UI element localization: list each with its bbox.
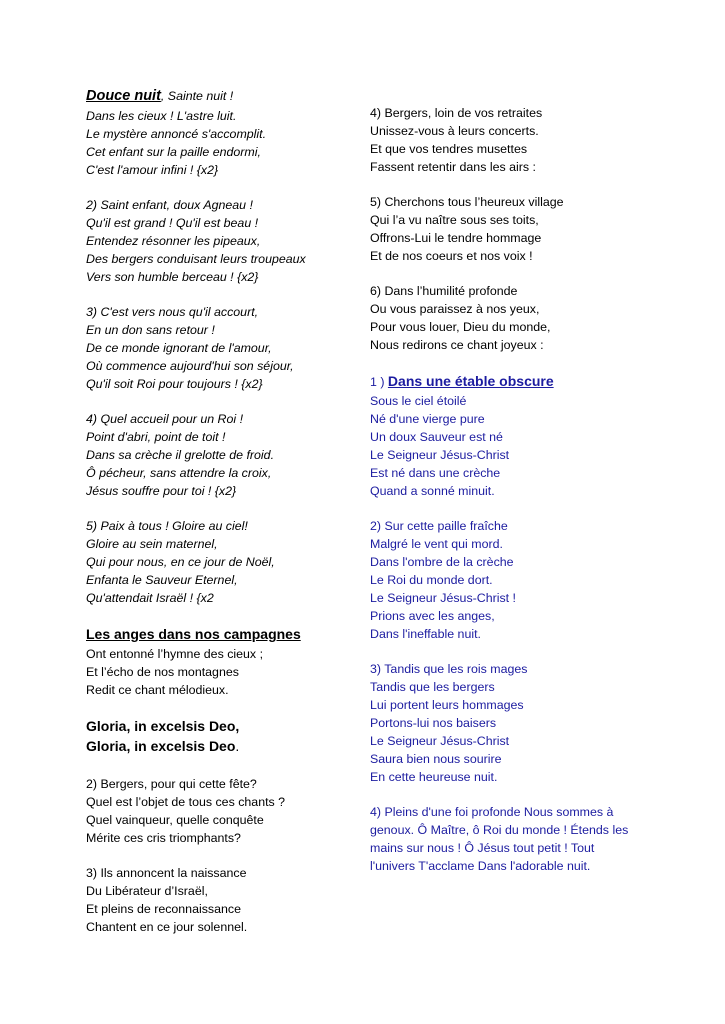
verse-line: Malgré le vent qui mord. xyxy=(370,537,503,551)
verse-line: Dans l'ombre de la crèche xyxy=(370,555,514,569)
verse-line: Ou vous paraissez à nos yeux, xyxy=(370,302,540,316)
verse-line: 2) Saint enfant, doux Agneau ! xyxy=(86,198,253,212)
verse-line: Cet enfant sur la paille endormi, xyxy=(86,145,261,159)
verse-line: Vers son humble berceau ! {x2} xyxy=(86,270,259,284)
verse-line: Ô pécheur, sans attendre la croix, xyxy=(86,466,272,480)
verse-line: 2) Sur cette paille fraîche xyxy=(370,519,508,533)
etable-verse-4: 4) Pleins d'une foi profonde Nous sommes à genoux. Ô Maître, ô Roi du monde ! Étends les mains sur nous ! Ô Jésus tout petit ! Tout l'univers T'acclame Dans l'adorable nuit. xyxy=(370,805,629,873)
verse-line: Portons-lui nos baisers xyxy=(370,716,497,730)
song-title: Douce nuit xyxy=(86,88,161,104)
verse-line: Né d'une vierge pure xyxy=(370,412,485,426)
verse-line: 5) Paix à tous ! Gloire au ciel! xyxy=(86,519,248,533)
verse-line: Entendez résonner les pipeaux, xyxy=(86,234,261,248)
verse-line: Jésus souffre pour toi ! {x2} xyxy=(86,484,237,498)
etable-number: 1 ) xyxy=(370,375,385,389)
verse-line: Saura bien nous sourire xyxy=(370,752,502,766)
verse-line: Le Seigneur Jésus-Christ xyxy=(370,734,510,748)
etable-title-line xyxy=(370,372,554,391)
verse-line: Offrons-Lui le tendre hommage xyxy=(370,231,542,245)
verse-line: Le Seigneur Jésus-Christ ! xyxy=(370,591,517,605)
verse-line: En un don sans retour ! xyxy=(86,323,215,337)
verse-line: 3) Tandis que les rois mages xyxy=(370,662,528,676)
verse-line: Prions avec les anges, xyxy=(370,609,495,623)
verse-line: Du Libérateur d’Israël, xyxy=(86,884,208,898)
verse-line: Unissez-vous à leurs concerts. xyxy=(370,124,539,138)
verse-line: Quel est l’objet de tous ces chants ? xyxy=(86,795,286,809)
etable-title: Dans une étable obscure xyxy=(387,373,554,389)
verse-line: Quel vainqueur, quelle conquête xyxy=(86,813,264,827)
verse-line: Ont entonné l’hymne des cieux ; xyxy=(86,647,264,661)
verse-line: Pour vous louer, Dieu du monde, xyxy=(370,320,551,334)
verse-line: 2) Bergers, pour qui cette fête? xyxy=(86,777,257,791)
verse-line: Dans sa crèche il grelotte de froid. xyxy=(86,448,275,462)
verse-line: Enfanta le Sauveur Eternel, xyxy=(86,573,238,587)
verse-line: 4) Bergers, loin de vos retraites xyxy=(370,106,543,120)
verse-line: Des bergers conduisant leurs troupeaux xyxy=(86,252,306,266)
refrain-line: Gloria, in excelsis Deo, xyxy=(86,718,240,734)
refrain-dot: . xyxy=(235,738,240,754)
verse-line: Qui l’a vu naître sous ses toits, xyxy=(370,213,539,227)
verse-line: Point d'abri, point de toit ! xyxy=(86,430,226,444)
verse-line: Qu'il est grand ! Qu'il est beau ! xyxy=(86,216,259,230)
verse-line: 6) Dans l’humilité profonde xyxy=(370,284,518,298)
verse-line: 5) Cherchons tous l’heureux village xyxy=(370,195,564,209)
verse-line: Nous redirons ce chant joyeux : xyxy=(370,338,544,352)
verse-line: Et l’écho de nos montagnes xyxy=(86,665,239,679)
verse-line: 3) Ils annoncent la naissance xyxy=(86,866,247,880)
verse-line: Un doux Sauveur est né xyxy=(370,430,503,444)
verse-line: Et de nos coeurs et nos voix ! xyxy=(370,249,533,263)
verse-line: Lui portent leurs hommages xyxy=(370,698,524,712)
verse-line: Quand a sonné minuit. xyxy=(370,484,495,498)
verse-line: Mérite ces cris triomphants? xyxy=(86,831,241,845)
verse-line: Qu'il soit Roi pour toujours ! {x2} xyxy=(86,377,263,391)
verse-line: Et que vos tendres musettes xyxy=(370,142,528,156)
verse-line: Sous le ciel étoilé xyxy=(370,394,467,408)
verse-line: Le mystère annoncé s'accomplit. xyxy=(86,127,267,141)
refrain-line xyxy=(86,737,239,755)
anges-title: Les anges dans nos campagnes xyxy=(86,626,301,642)
verse-line: De ce monde ignorant de l'amour, xyxy=(86,341,272,355)
douce-nuit-title xyxy=(86,87,233,105)
verse-line: Dans l'ineffable nuit. xyxy=(370,627,481,641)
verse-line: Dans les cieux ! L'astre luit. xyxy=(86,109,237,123)
verse-line: Fassent retentir dans les airs : xyxy=(370,160,536,174)
verse-line: Où commence aujourd'hui son séjour, xyxy=(86,359,294,373)
verse-line: Et pleins de reconnaissance xyxy=(86,902,241,916)
verse-line: 3) C'est vers nous qu'il accourt, xyxy=(86,305,259,319)
verse-line: En cette heureuse nuit. xyxy=(370,770,498,784)
verse-line: 4) Quel accueil pour un Roi ! xyxy=(86,412,244,426)
verse-line: Est né dans une crèche xyxy=(370,466,501,480)
verse-line: Redit ce chant mélodieux. xyxy=(86,683,229,697)
verse-line: Chantent en ce jour solennel. xyxy=(86,920,248,934)
song-title-rest: , Sainte nuit ! xyxy=(160,89,234,103)
verse-line: C'est l'amour infini ! {x2} xyxy=(86,163,219,177)
verse-line: Qu'attendait Israël ! {x2 xyxy=(86,591,214,605)
verse-line: Qui pour nous, en ce jour de Noël, xyxy=(86,555,275,569)
verse-line: Tandis que les bergers xyxy=(370,680,495,694)
verse-line: Le Seigneur Jésus-Christ xyxy=(370,448,510,462)
verse-line: Le Roi du monde dort. xyxy=(370,573,493,587)
verse-line: Gloire au sein maternel, xyxy=(86,537,218,551)
refrain-text: Gloria, in excelsis Deo xyxy=(86,738,236,754)
